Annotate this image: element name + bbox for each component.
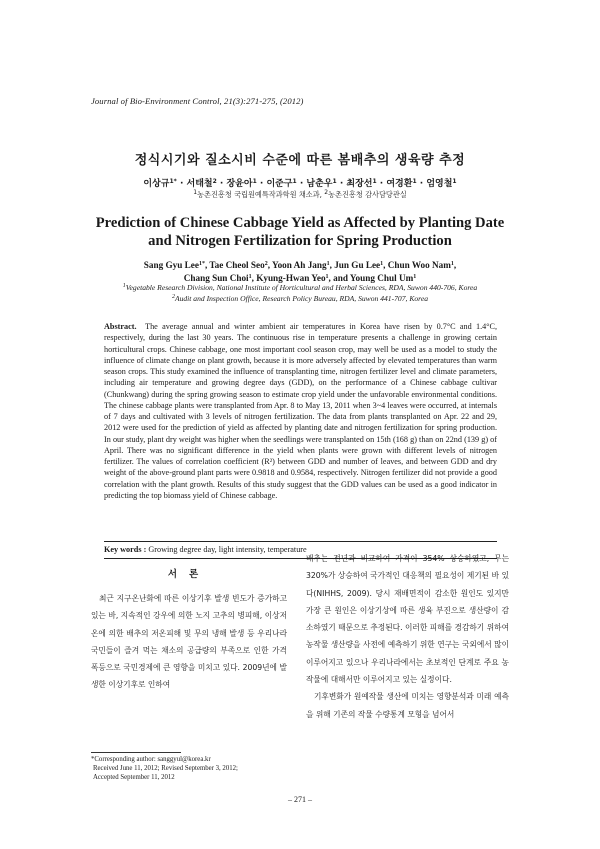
ko-author-4-sup: 1 <box>292 178 297 185</box>
author-name: Yoon Ah Jang <box>271 260 327 270</box>
right-column-body <box>306 550 509 723</box>
author-name: Sang Gyu Lee <box>143 260 199 270</box>
footnote <box>91 755 311 782</box>
author-name: Chun Woo Nam <box>387 260 451 270</box>
ko-author-1: 이상규 <box>143 179 170 189</box>
en-affil-text-2: Audit and Inspection Office, Research Policy Bureau, RDA, Suwon 441-707, Korea <box>174 294 429 303</box>
ko-affil-sup-1: 1 <box>193 189 198 196</box>
left-column-body <box>91 590 287 694</box>
paragraph: 기후변화가 원예작물 생산에 미치는 영향분석과 미래 예측을 위해 기존의 작물 수량통계 모형을 넘어서 <box>306 692 509 719</box>
ko-author-2: 서태철 <box>186 179 213 189</box>
english-authors-line-2: Chang Sun Choi$^1$, Kyung-Hwan Yeo$^1$, and Young Chul Um$^1$ <box>183 273 417 283</box>
english-affiliation-line-1 <box>0 282 600 293</box>
author-affiliation-sup: 1 <box>326 261 330 267</box>
page-number: – 271 – <box>288 795 312 804</box>
ko-author-3-sup: 1 <box>252 178 257 185</box>
ko-affil-1: 농촌진흥청 국립원예특작과학원 채소과, <box>197 190 325 199</box>
en-affil-text-1: Vegetable Research Division, National Institute of Horticultural and Herbal Sciences, RDA, Suwon 440-706, Korea <box>125 283 478 292</box>
author-affiliation-sup: 1 <box>413 274 417 280</box>
ko-author-2-sup: 2 <box>212 178 217 185</box>
english-title-line-1: Prediction of Chinese Cabbage Yield as Affected by Planting Date <box>95 215 505 231</box>
received-date: Received June 11, 2012; Revised September 3, 2012; <box>93 765 238 772</box>
author-affiliation-sup: 1 <box>450 261 454 267</box>
ko-sep: · <box>296 179 307 189</box>
footnote-divider <box>91 752 181 753</box>
ko-author-7-sup: 1 <box>412 178 417 185</box>
ko-author-3: 장윤아 <box>226 179 253 189</box>
ko-author-4: 이준구 <box>266 179 293 189</box>
en-affil-sup-1: 1 <box>122 283 126 289</box>
keywords-text: Growing degree day, light intensity, temperature <box>146 545 307 554</box>
author-name: Kyung-Hwan Yeo <box>256 273 326 283</box>
author-conjunction: and <box>333 273 350 283</box>
ko-author-1-sup: 1* <box>169 178 177 185</box>
keywords-label: Key words : <box>104 545 147 554</box>
ko-author-5: 남춘우 <box>306 179 333 189</box>
abstract <box>104 321 497 501</box>
korean-affiliation <box>0 190 600 200</box>
ko-author-8-sup: 1 <box>452 178 457 185</box>
author-affiliation-sup: 2 <box>264 261 268 267</box>
author-affiliation-sup: 1 <box>325 274 329 280</box>
author-name: Young Chul Um <box>349 273 414 283</box>
ko-author-6: 최장선 <box>346 179 373 189</box>
ko-sep: · <box>376 179 387 189</box>
ko-sep: · <box>256 179 267 189</box>
ko-author-8: 엄영철 <box>426 179 453 189</box>
author-name: Jun Gu Lee <box>334 260 381 270</box>
author-affiliation-sup: 1* <box>198 261 205 267</box>
abstract-label: Abstract. <box>104 322 137 331</box>
english-title <box>0 214 600 250</box>
abstract-text: The average annual and winter ambient air temperatures in Korea have risen by 0.7°C and 1.4°C, respectively, during the last 30 years. The continuous rise in temperature presents a challenge in growing certain horticultural crops. Chinese cabbage, one most important cool season crop, may well be used as a model to study the influence of climate change on plant growth, because it is more adversely affected by elevated temperatures than warm season crops. This study examined the influence of transplanting time, nitrogen fertilizer level and climate parameters, including air temperature and growing degree days (GDD), on the performance of a Chinese cabbage cultivar (Chunkwang) during the spring growing season to estimate crop yield under the unfavorable environmental conditions. The chinese cabbage plants were transplanted from Apr. 8 to May 13, 2011 when 3~4 leaves were occurred, at internals of 7 days and cultivated with 3 levels of nitrogen fertilization. The data from plants transplanted on Apr. 22 and 29, 2012 were used for the prediction of yield as affected by planting date and nitrogen fertilization for spring production. In our study, plant dry weight was higher when the seedlings were transplanted on 15th (168 g) than on 22nd (139 g) of April. There was no significant difference in the yield when plants were grown with different levels of nitrogen fertilizer. The values of correlation coefficient (R²) between GDD and number of leaves, and between GDD and dry weight of the above-ground plant parts were 0.9818 and 0.9584, respectively. Nitrogen fertilizer did not provide a good correlation with the plant growth. Results of this study suggest that the GDD values can be used as a good indicator in predicting the top biomass yield of Chinese cabbage. <box>104 322 497 500</box>
author-name: Chang Sun Choi <box>183 273 249 283</box>
ko-affil-sup-2: 2 <box>324 189 329 196</box>
journal-citation: Journal of Bio-Environment Control, 21(3):271-275, (2012) <box>91 96 304 106</box>
ko-sep: · <box>416 179 427 189</box>
english-affiliation <box>0 282 600 304</box>
english-title-line-2: and Nitrogen Fertilization for Spring Production <box>148 233 452 249</box>
ko-sep: · <box>176 179 187 189</box>
corresponding-author: *Corresponding author: sanggyul@korea.kr <box>91 756 211 763</box>
author-affiliation-sup: 1 <box>380 261 384 267</box>
en-affil-sup-2: 2 <box>171 294 175 300</box>
author-name: Tae Cheol Seo <box>209 260 265 270</box>
ko-affil-2: 농촌진흥청 감사담당관실 <box>328 190 407 199</box>
english-authors-line-1: Sang Gyu Lee$^{1*}$, Tae Cheol Seo$^2$, Yoon Ah Jang$^1$, Jun Gu Lee$^1$, Chun Woo Nam$^1$, <box>143 260 457 270</box>
section-heading-introduction: 서론 <box>167 569 211 580</box>
ko-sep: · <box>336 179 347 189</box>
ko-author-6-sup: 1 <box>372 178 377 185</box>
accepted-date: Accepted September 11, 2012 <box>93 774 175 781</box>
korean-title: 정식시기와 질소시비 수준에 따른 봄배추의 생육량 추정 <box>134 153 466 168</box>
ko-sep: · <box>216 179 227 189</box>
ko-author-7: 여경환 <box>386 179 413 189</box>
korean-authors <box>0 176 600 189</box>
paragraph: 최근 지구온난화에 따른 이상기후 발생 빈도가 증가하고 있는 바, 지속적인 강우에 의한 노지 고추의 병피해, 이상저온에 의한 배추의 저온피해 및 무의 냉해 발생 등 우리나라 국민들이 즐겨 먹는 채소의 공급량의 부족으로 인한 가격 폭등으로 국민경제에 큰 영향을 미치고 있다. 2009년에 발생한 이상기후로 인하여 <box>91 594 287 690</box>
paragraph: 배추는 전년과 비교하여 가격이 354% 상승하였고, 무는 320%가 상승하여 국가적인 대응책의 필요성이 제기된 바 있다(NIHHS, 2009). 당시 재배면적이 감소한 원인도 있지만 가장 큰 원인은 이상기상에 따른 생육 부진으로 생산량이 감소하였기 때문으로 추정된다. 이러한 피해를 경감하기 위하여 농작물 생산량을 사전에 예측하기 위한 연구는 국외에서 많이 이루어지고 있으나 우리나라에서는 초보적인 단계로 주요 농작물에 대해서만 이루어지고 있는 실정이다. <box>306 554 509 685</box>
ko-author-5-sup: 1 <box>332 178 337 185</box>
english-affiliation-line-2 <box>0 293 600 304</box>
author-affiliation-sup: 1 <box>248 274 252 280</box>
